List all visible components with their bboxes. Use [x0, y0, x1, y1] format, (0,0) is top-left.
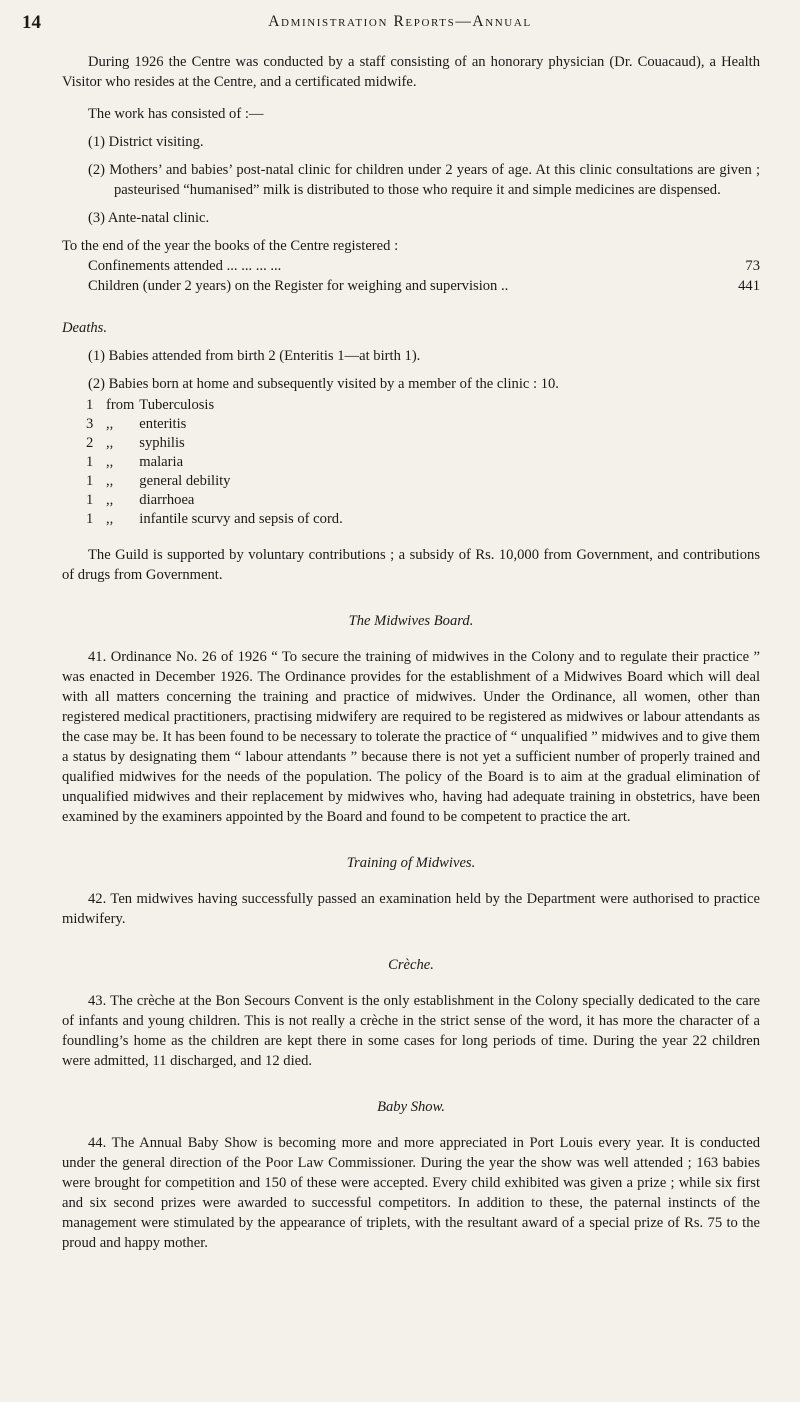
death-cause-row: 3 ,, enteritis — [86, 416, 187, 432]
section-body: 41. Ordinance No. 26 of 1926 “ To secure the training of midwives in the Colony and to regulate their practice ” was enacted in December 1926. The Ordinance provides for the establishment of a Midwives Board which will deal with all matters concerning the training and practice of midwives. Under the Ordinance, all women, other than registered medical practitioners, practising midwifery are required to be registered as midwives or labour attendants as the case may be. It has been found to be necessary to tolerate the practice of “ unqualified ” midwives and to give them a status by designating them “ labour attendants ” because there is not yet a sufficient number of properly trained and qualified midwives for the needs of the population. The policy of the Board is to aim at the gradual elimination of unqualified midwives and their replacement by midwives who, having had adequate training in obstetrics, have been examined by the examiners appointed by the Board and found to be competent to practice the art. — [62, 649, 760, 825]
register-stat-label: Children (under 2 years) on the Register for weighing and supervision .. — [88, 278, 509, 294]
register-stat-value: 73 — [745, 258, 760, 274]
deaths-title: Deaths. — [62, 320, 107, 336]
death-cause-row: 1 ,, infantile scurvy and sepsis of cord. — [86, 511, 343, 527]
deaths-item: (2) Babies born at home and subsequently visited by a member of the clinic : 10. — [88, 376, 559, 392]
work-heading: The work has consisted of :— — [88, 106, 264, 122]
section-title: The Midwives Board. — [348, 613, 474, 629]
register-stat — [62, 276, 760, 296]
section-body: 43. The crèche at the Bon Secours Convent is the only establishment in the Colony specially dedicated to the care of infants and young children. This is not really a crèche in the strict sense of the word, it has more the character of a foundling’s home as the children are kept there in some cases for long periods of time. During the year 22 children were admitted, 11 discharged, and 12 died. — [62, 993, 760, 1069]
work-item: (2) Mothers’ and babies’ post-natal clinic for children under 2 years of age. At this clinic consultations are given ; pasteurised “humanised” milk is distributed to those who require it and simple medicines are dispensed. — [88, 162, 760, 198]
section-body: 42. Ten midwives having successfully passed an examination held by the Department were authorised to practice midwifery. — [62, 891, 760, 927]
section-body: 44. The Annual Baby Show is becoming more and more appreciated in Port Louis every year. It is conducted under the general direction of the Poor Law Commissioner. During the year the show was well attended ; 163 babies were brought for competition and 150 of these were accepted. Every child exhibited was given a prize ; while six first and six second prizes were awarded to successful competitors. In addition to these, the paternal instincts of the management were stimulated by the appearance of triplets, with the resultant award of a special prize of Rs. 75 to the proud and happy mother. — [62, 1135, 760, 1251]
death-cause-row: 1 ,, malaria — [86, 454, 184, 470]
death-cause-row: 1 ,, diarrhoea — [86, 492, 195, 508]
page-number: 14 — [22, 12, 41, 33]
page-header — [0, 0, 800, 40]
guild-paragraph: The Guild is supported by voluntary contributions ; a subsidy of Rs. 10,000 from Government, and contributions of drugs from Government. — [62, 547, 760, 583]
page-content — [62, 52, 760, 1253]
register-stat-value: 441 — [738, 278, 760, 294]
staff-paragraph: During 1926 the Centre was conducted by a staff consisting of an honorary physician (Dr. Couacaud), a Health Visitor who resides at the Centre, and a certificated midwife. — [62, 54, 760, 90]
work-item: (1) District visiting. — [88, 134, 204, 150]
death-causes-list — [62, 396, 760, 529]
section-title: Baby Show. — [377, 1099, 445, 1115]
running-head: Administration Reports—Annual — [268, 13, 532, 30]
deaths-item: (1) Babies attended from birth 2 (Enteritis 1—at birth 1). — [88, 348, 421, 364]
register-stat-label: Confinements attended ... ... ... ... — [88, 258, 282, 274]
work-item: (3) Ante-natal clinic. — [88, 210, 210, 226]
death-cause-row: 1 from Tuberculosis — [86, 397, 215, 413]
register-stat — [62, 256, 760, 276]
death-cause-row: 2 ,, syphilis — [86, 435, 185, 451]
section-title: Crèche. — [388, 957, 434, 973]
section-title: Training of Midwives. — [346, 855, 476, 871]
register-heading: To the end of the year the books of the Centre registered : — [62, 238, 399, 254]
death-cause-row: 1 ,, general debility — [86, 473, 231, 489]
